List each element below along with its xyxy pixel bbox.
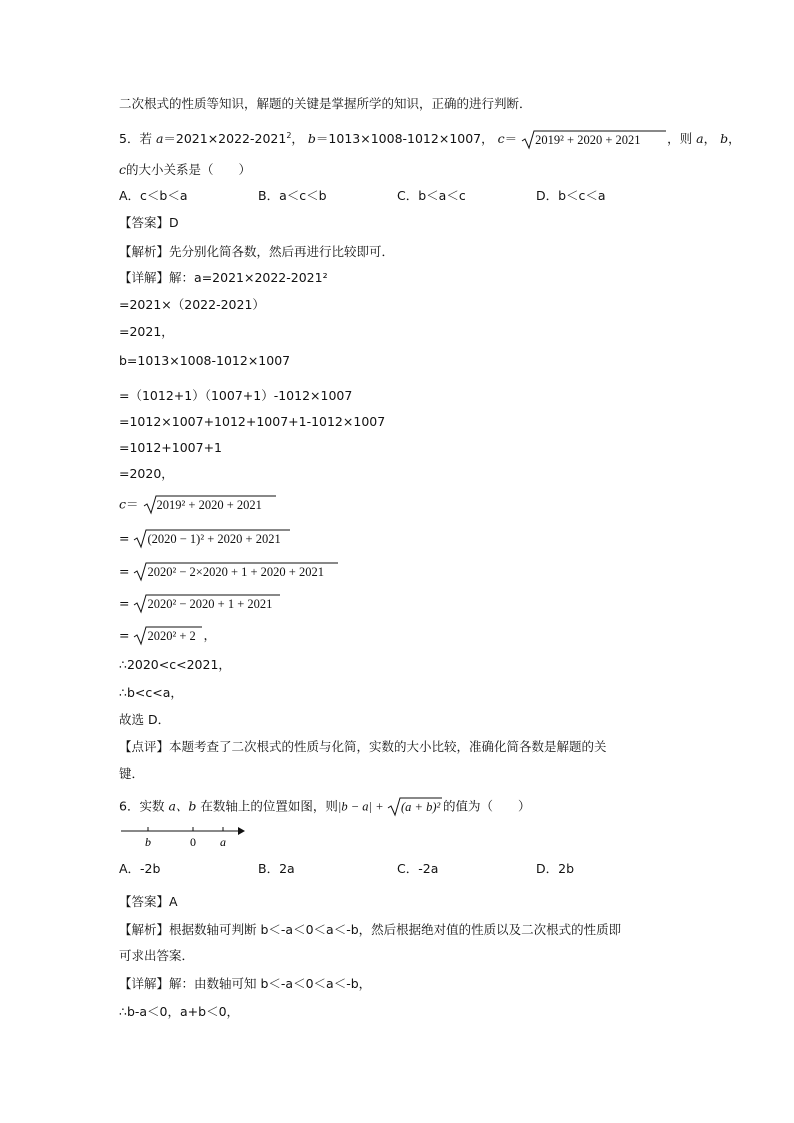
q6-analysis-tag: 【解析】 [119, 922, 170, 937]
q6-detail [119, 975, 371, 993]
q6-option-a: A．-2b [119, 861, 161, 876]
q5-c-step-radicand: 2020² + 2 [147, 629, 196, 643]
q5-c-step-2: = (2020 − 1)² + 2020 + 2021 [119, 529, 291, 549]
q5-a-expr: ＝2021×2022-2021 [163, 131, 287, 147]
q5-c-step-radicand: 2020² − 2020 + 1 + 2021 [147, 597, 273, 611]
q6-plus: + [375, 799, 384, 814]
q5-c-step-radicand: (2020 − 1)² + 2020 + 2021 [147, 532, 281, 546]
q5-tail: ，则 [667, 131, 693, 147]
q5-detail-head [119, 269, 328, 287]
q5-analysis-tag: 【解析】 [119, 244, 170, 259]
q5-line2-c: c [119, 162, 127, 177]
q5-number: 5．若 [119, 131, 152, 147]
q5-comment-text: 本题考查了二次根式的性质与化简，实数的大小比较，准确化简各数是解题的关 [169, 739, 607, 754]
axis-label-b: b [145, 835, 151, 849]
q5-option-b: B．a＜c＜b [258, 188, 327, 203]
q6-stem-end: 的值为（ ） [443, 798, 531, 814]
intro-text: 二次根式的性质等知识，解题的关键是掌握所学的知识，正确的进行判断． [119, 96, 532, 111]
q6-analysis [119, 921, 621, 939]
q5-c-step-sqrt [133, 594, 281, 614]
q5-c-eq: ＝ [126, 496, 139, 512]
q5-step-a: a=2021×2022-2021² [194, 270, 328, 285]
q6-sqrt-radicand: (a + b)² [401, 800, 441, 814]
q5-line2-text: 的大小关系是（ ） [126, 162, 252, 177]
q5-step: b=1013×1008-1012×1007 [119, 353, 291, 368]
q6-number-line [119, 822, 259, 852]
q5-c-step-sqrt [133, 626, 203, 646]
q5-answer-tag: 【答案】 [119, 215, 170, 230]
q5-stem-line2 [119, 161, 251, 179]
q5-c-steps-tail: ， [203, 627, 216, 643]
q5-conclusion-2: ∴b<c<a， [119, 685, 183, 700]
q5-comment-tag: 【点评】 [119, 739, 170, 754]
q6-stem-mid: 在数轴上的位置如图，则 [200, 798, 338, 814]
q5-detail-head-text: 解： [169, 270, 195, 285]
q5-comment [119, 738, 607, 756]
q5-answer-value: D [169, 215, 179, 230]
q5-b-expr: ＝1013×1008-1012×1007， [315, 131, 494, 147]
q5-c-eq: ＝ [504, 131, 518, 147]
q5-option-d: D．b＜c＜a [536, 188, 606, 203]
q5-option-a: A．c＜b＜a [119, 188, 188, 203]
q6-abs-expr: |b − a| [337, 799, 372, 814]
q5-conclusion-1: ∴2020<c<2021， [119, 657, 231, 672]
q5-sep: ， [291, 131, 304, 147]
q5-step: =2021， [119, 324, 174, 339]
q6-detail-tag: 【详解】 [119, 976, 170, 991]
q5-comment-line2: 键． [119, 766, 145, 781]
q5-tail-b: b [720, 131, 729, 147]
q6-answer-value: A [169, 894, 178, 909]
q6-answer-tag: 【答案】 [119, 894, 170, 909]
q5-step: =2021×（2022-2021） [119, 297, 265, 312]
q6-answer [119, 893, 178, 911]
q5-step: =2020， [119, 466, 174, 481]
axis-label-0: 0 [190, 835, 196, 849]
q5-c-step-radicand: 2020² − 2×2020 + 1 + 2020 + 2021 [147, 565, 324, 579]
q5-option-c: C．b＜a＜c [397, 188, 466, 203]
q6-sqrt [387, 797, 443, 817]
q5-c-step-4: = 2020² − 2020 + 1 + 2021 [119, 594, 281, 614]
q6-analysis-line2: 可求出答案． [119, 948, 195, 963]
q5-step: =1012+1007+1 [119, 440, 222, 455]
q6-stem [119, 797, 531, 817]
q6-detail-text: 解：由数轴可知 b＜-a＜0＜a＜-b， [169, 976, 372, 991]
q6-option-d: D．2b [536, 861, 575, 876]
q5-analysis-text: 先分别化简各数，然后再进行比较即可． [169, 244, 395, 259]
q5-tail-comma2: ， [728, 131, 741, 147]
q5-c-step-sqrt [143, 495, 277, 515]
q5-c-step-1: c＝ 2019² + 2020 + 2021 [119, 495, 277, 515]
q5-b-var: b [307, 131, 316, 147]
q5-tail-a: a [696, 131, 704, 147]
q5-detail-tag: 【详解】 [119, 270, 170, 285]
q5-choose: 故选 D． [119, 712, 171, 727]
q5-c-step-sqrt [133, 562, 339, 582]
q5-c-step-sqrt [133, 529, 291, 549]
q5-c-step-5: = 2020² + 2 ， [119, 626, 216, 646]
q5-stem: 5．若 $a=2021\times 2022-2021^2$， b＝1013×1008-1012×1007， c＝ 2019² + 2020 + 2021 ，则 a， b， [119, 127, 741, 150]
number-line-arrow [238, 827, 245, 835]
q5-c-var: c [497, 131, 505, 147]
q6-stem-vars: a、b [168, 798, 197, 814]
q5-c-radicand: 2019² + 2020 + 2021 [535, 132, 641, 147]
q5-step: =1012×1007+1012+1007+1-1012×1007 [119, 414, 386, 429]
q6-option-c: C．-2a [397, 861, 439, 876]
q6-option-b: B．2a [258, 861, 295, 876]
q5-step: =（1012+1）（1007+1）-1012×1007 [119, 388, 353, 403]
q5-a-var: a [155, 131, 164, 147]
q5-c-step-3: = 2020² − 2×2020 + 1 + 2020 + 2021 [119, 562, 339, 582]
axis-label-a: a [220, 835, 226, 849]
q6-last-line: ∴b-a＜0，a+b＜0， [119, 1004, 240, 1019]
q6-analysis-text: 根据数轴可判断 b＜-a＜0＜a＜-b，然后根据绝对值的性质以及二次根式的性质即 [169, 922, 622, 937]
q5-analysis [119, 243, 394, 261]
q5-c-sqrt [521, 130, 667, 150]
q6-stem-start: 6．实数 [119, 798, 165, 814]
q5-tail-comma1: ， [703, 131, 717, 147]
q5-c-step-radicand: 2019² + 2020 + 2021 [156, 498, 262, 512]
q5-answer [119, 214, 179, 232]
